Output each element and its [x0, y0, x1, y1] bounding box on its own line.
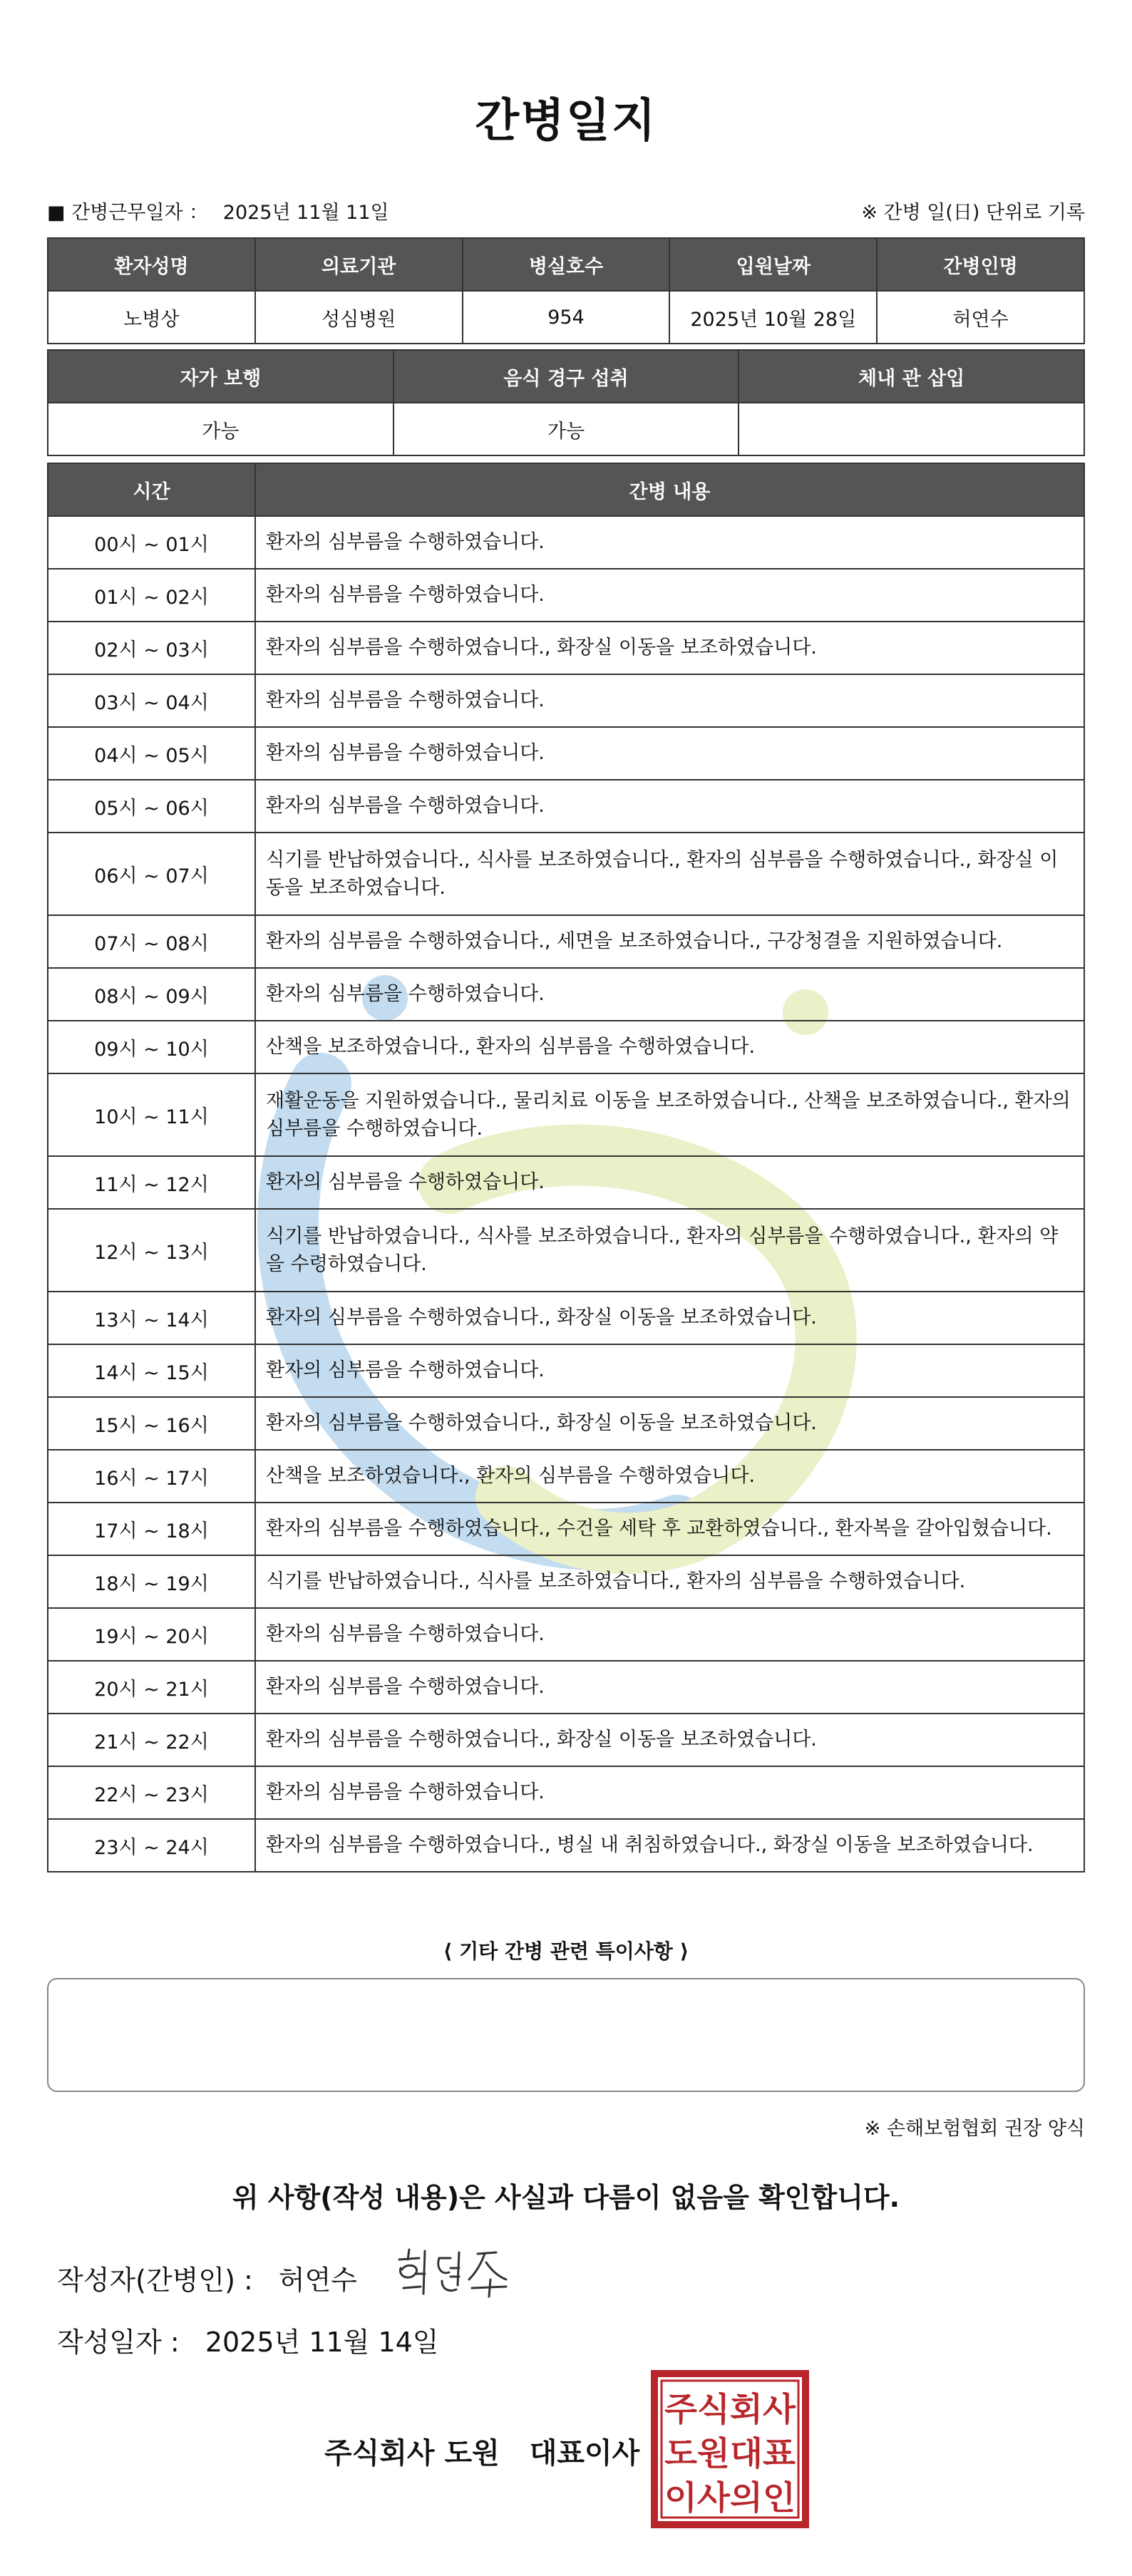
table-row — [48, 516, 1084, 569]
care-content-cell: 환자의 심부름을 수행하였습니다. — [255, 1344, 1084, 1397]
table-row — [48, 915, 1084, 968]
care-content-cell: 환자의 심부름을 수행하였습니다. — [255, 727, 1084, 780]
time-cell: 00시 ~ 01시 — [48, 516, 255, 569]
table-row — [48, 1073, 1084, 1156]
care-content-cell: 재활운동을 지원하였습니다., 물리치료 이동을 보조하였습니다., 산책을 보조하였습니다., 환자의 심부름을 수행하였습니다. — [255, 1073, 1084, 1156]
time-cell: 14시 ~ 15시 — [48, 1344, 255, 1397]
table-row — [48, 968, 1084, 1021]
recommend-note: ※ 손해보험협회 권장 양식 — [864, 2118, 1085, 2140]
time-cell: 16시 ~ 17시 — [48, 1450, 255, 1503]
table-row — [48, 1021, 1084, 1073]
patient-status-header-row — [48, 350, 1084, 403]
table-row — [48, 1766, 1084, 1819]
signature-icon — [392, 2244, 520, 2301]
patient-status-table — [47, 349, 1085, 456]
room-number-value: 954 — [463, 291, 670, 344]
care-content-cell: 환자의 심부름을 수행하였습니다., 화장실 이동을 보조하였습니다. — [255, 1714, 1084, 1766]
svg-text:주식회사: 주식회사 — [664, 2390, 796, 2428]
patient-info-header-row — [48, 238, 1084, 291]
time-cell: 03시 ~ 04시 — [48, 674, 255, 727]
time-cell: 11시 ~ 12시 — [48, 1156, 255, 1209]
page-title: 간병일지 — [475, 95, 657, 148]
write-date-line — [57, 2320, 439, 2359]
table-row — [48, 1714, 1084, 1766]
writer-line — [57, 2258, 357, 2297]
oral-intake-header: 음식 경구 섭취 — [393, 350, 739, 403]
time-cell: 09시 ~ 10시 — [48, 1021, 255, 1073]
care-log-table — [47, 463, 1085, 1872]
time-cell: 19시 ~ 20시 — [48, 1608, 255, 1661]
care-content-cell: 산책을 보조하였습니다., 환자의 심부름을 수행하였습니다. — [255, 1450, 1084, 1503]
care-content-cell: 환자의 심부름을 수행하였습니다. — [255, 516, 1084, 569]
special-notes-label: ⟨ 기타 간병 관련 특이사항 ⟩ — [443, 1939, 689, 1963]
time-cell: 06시 ~ 07시 — [48, 833, 255, 915]
table-row — [48, 1555, 1084, 1608]
time-cell: 01시 ~ 02시 — [48, 569, 255, 622]
confirmation-statement: 위 사항(작성 내용)은 사실과 다름이 없음을 확인합니다. — [232, 2182, 900, 2213]
admission-date-value: 2025년 10월 28일 — [669, 291, 877, 344]
table-row — [48, 1450, 1084, 1503]
company-seal-icon — [650, 2369, 810, 2529]
caregiver-name-header: 간병인명 — [877, 238, 1084, 291]
table-row — [48, 1661, 1084, 1714]
time-cell: 04시 ~ 05시 — [48, 727, 255, 780]
writer-name: 허연수 — [278, 2265, 357, 2296]
write-date-value: 2025년 11월 14일 — [205, 2327, 439, 2358]
time-header: 시간 — [48, 463, 255, 516]
room-number-header: 병실호수 — [463, 238, 670, 291]
care-content-cell: 환자의 심부름을 수행하였습니다. — [255, 569, 1084, 622]
work-date-label: ■ 간병근무일자 ： — [47, 202, 209, 224]
tube-insertion-header: 체내 관 삽입 — [739, 350, 1084, 403]
care-content-cell: 식기를 반납하였습니다., 식사를 보조하였습니다., 환자의 심부름을 수행하였습니다. — [255, 1555, 1084, 1608]
care-content-cell: 환자의 심부름을 수행하였습니다. — [255, 1156, 1084, 1209]
company-name: 주식회사 도원 — [324, 2437, 500, 2470]
time-cell: 12시 ~ 13시 — [48, 1209, 255, 1292]
time-cell: 17시 ~ 18시 — [48, 1503, 255, 1555]
table-row — [48, 1156, 1084, 1209]
table-row — [48, 1608, 1084, 1661]
caregiver-name-value: 허연수 — [877, 291, 1084, 344]
care-content-cell: 환자의 심부름을 수행하였습니다. — [255, 674, 1084, 727]
care-content-cell: 환자의 심부름을 수행하였습니다., 병실 내 취침하였습니다., 화장실 이동을 보조하였습니다. — [255, 1819, 1084, 1872]
self-walking-header: 자가 보행 — [48, 350, 393, 403]
unit-note: ※ 간병 일(日) 단위로 기록 — [861, 202, 1085, 224]
care-content-cell: 환자의 심부름을 수행하였습니다., 수건을 세탁 후 교환하였습니다., 환자복을 갈아입혔습니다. — [255, 1503, 1084, 1555]
time-cell: 07시 ~ 08시 — [48, 915, 255, 968]
table-row — [48, 727, 1084, 780]
hospital-header: 의료기관 — [255, 238, 463, 291]
table-row — [48, 1397, 1084, 1450]
care-log-header-row — [48, 463, 1084, 516]
time-cell: 08시 ~ 09시 — [48, 968, 255, 1021]
table-row — [48, 1209, 1084, 1292]
table-row — [48, 1819, 1084, 1872]
self-walking-value: 가능 — [48, 403, 393, 455]
care-content-cell: 환자의 심부름을 수행하였습니다. — [255, 1661, 1084, 1714]
care-content-cell: 식기를 반납하였습니다., 식사를 보조하였습니다., 환자의 심부름을 수행하였습니다., 환자의 약을 수령하였습니다. — [255, 1209, 1084, 1292]
care-content-cell: 환자의 심부름을 수행하였습니다., 세면을 보조하였습니다., 구강청결을 지원하였습니다. — [255, 915, 1084, 968]
patient-info-value-row — [48, 291, 1084, 344]
time-cell: 18시 ~ 19시 — [48, 1555, 255, 1608]
table-row — [48, 1344, 1084, 1397]
care-content-cell: 환자의 심부름을 수행하였습니다. — [255, 1608, 1084, 1661]
care-content-header: 간병 내용 — [255, 463, 1084, 516]
care-content-cell: 환자의 심부름을 수행하였습니다., 화장실 이동을 보조하였습니다. — [255, 622, 1084, 674]
table-row — [48, 780, 1084, 833]
care-content-cell: 환자의 심부름을 수행하였습니다. — [255, 780, 1084, 833]
company-line — [324, 2431, 639, 2471]
care-content-cell: 환자의 심부름을 수행하였습니다. — [255, 1766, 1084, 1819]
time-cell: 10시 ~ 11시 — [48, 1073, 255, 1156]
writer-label: 작성자(간병인) : — [57, 2265, 253, 2296]
special-notes-box — [47, 1978, 1085, 2092]
admission-date-header: 입원날짜 — [669, 238, 877, 291]
work-date-row — [47, 197, 389, 225]
table-row — [48, 674, 1084, 727]
table-row — [48, 833, 1084, 915]
care-content-cell: 식기를 반납하였습니다., 식사를 보조하였습니다., 환자의 심부름을 수행하였습니다., 화장실 이동을 보조하였습니다. — [255, 833, 1084, 915]
time-cell: 22시 ~ 23시 — [48, 1766, 255, 1819]
table-row — [48, 1292, 1084, 1344]
company-role: 대표이사 — [529, 2437, 640, 2470]
tube-insertion-value — [739, 403, 1084, 455]
care-content-cell: 산책을 보조하였습니다., 환자의 심부름을 수행하였습니다. — [255, 1021, 1084, 1073]
time-cell: 13시 ~ 14시 — [48, 1292, 255, 1344]
time-cell: 15시 ~ 16시 — [48, 1397, 255, 1450]
patient-info-table — [47, 237, 1085, 344]
work-date-value: 2025년 11월 11일 — [222, 202, 389, 224]
table-row — [48, 569, 1084, 622]
care-content-cell: 환자의 심부름을 수행하였습니다. — [255, 968, 1084, 1021]
hospital-value: 성심병원 — [255, 291, 463, 344]
patient-status-value-row — [48, 403, 1084, 455]
write-date-label: 작성일자 : — [57, 2327, 180, 2358]
patient-name-value: 노병상 — [48, 291, 255, 344]
svg-text:이사의인: 이사의인 — [664, 2478, 796, 2517]
table-row — [48, 622, 1084, 674]
time-cell: 20시 ~ 21시 — [48, 1661, 255, 1714]
svg-text:도원대표: 도원대표 — [664, 2434, 796, 2473]
care-content-cell: 환자의 심부름을 수행하였습니다., 화장실 이동을 보조하였습니다. — [255, 1292, 1084, 1344]
oral-intake-value: 가능 — [393, 403, 739, 455]
patient-name-header: 환자성명 — [48, 238, 255, 291]
time-cell: 05시 ~ 06시 — [48, 780, 255, 833]
care-content-cell: 환자의 심부름을 수행하였습니다., 화장실 이동을 보조하였습니다. — [255, 1397, 1084, 1450]
time-cell: 23시 ~ 24시 — [48, 1819, 255, 1872]
time-cell: 02시 ~ 03시 — [48, 622, 255, 674]
table-row — [48, 1503, 1084, 1555]
time-cell: 21시 ~ 22시 — [48, 1714, 255, 1766]
